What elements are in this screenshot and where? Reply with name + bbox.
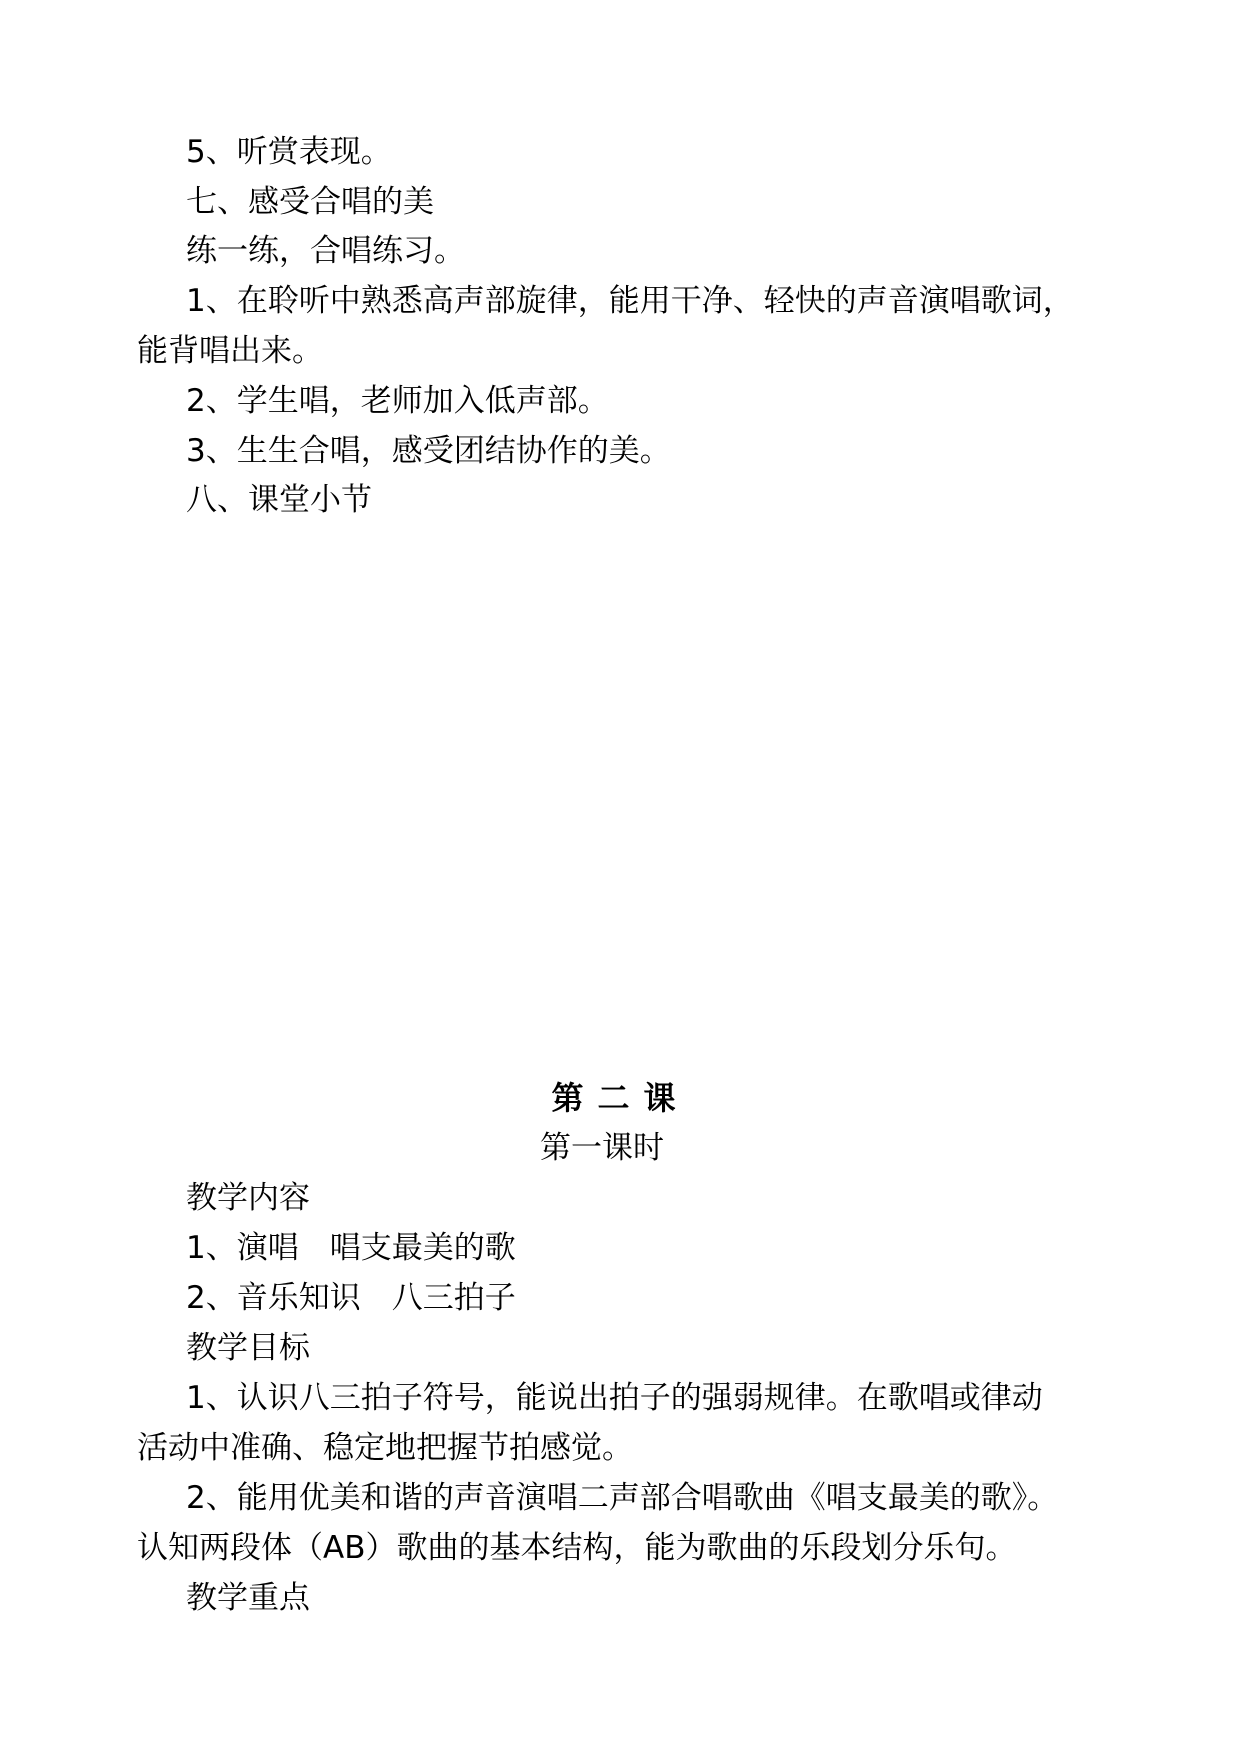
text-line: 活动中准确、稳定地把握节拍感觉。 xyxy=(137,1430,633,1466)
text-line: 3、生生合唱，感受团结协作的美。 xyxy=(186,433,671,469)
text-line: 认知两段体（AB）歌曲的基本结构，能为歌曲的乐段划分乐句。 xyxy=(137,1530,1017,1566)
lesson-subtitle: 第一课时 xyxy=(540,1130,664,1166)
text-line: 1、演唱 唱支最美的歌 xyxy=(186,1230,516,1266)
text-line: 练一练，合唱练习。 xyxy=(186,233,465,269)
text-line: 八、课堂小节 xyxy=(186,482,372,518)
lesson-title: 第二课 xyxy=(551,1079,690,1117)
text-line: 七、感受合唱的美 xyxy=(186,184,434,220)
text-line: 教学内容 xyxy=(186,1180,310,1216)
text-line: 2、音乐知识 八三拍子 xyxy=(186,1280,516,1316)
text-line: 教学重点 xyxy=(186,1580,310,1616)
text-line: 2、学生唱，老师加入低声部。 xyxy=(186,383,609,419)
text-line: 1、认识八三拍子符号，能说出拍子的强弱规律。在歌唱或律动 xyxy=(186,1380,1043,1416)
text-line: 教学目标 xyxy=(186,1330,310,1366)
text-line: 能背唱出来。 xyxy=(137,333,323,369)
text-line: 1、在聆听中熟悉高声部旋律，能用干净、轻快的声音演唱歌词， xyxy=(186,283,1074,319)
text-line: 5、听赏表现。 xyxy=(186,134,392,170)
text-line: 2、能用优美和谐的声音演唱二声部合唱歌曲《唱支最美的歌》。 xyxy=(186,1480,1059,1516)
